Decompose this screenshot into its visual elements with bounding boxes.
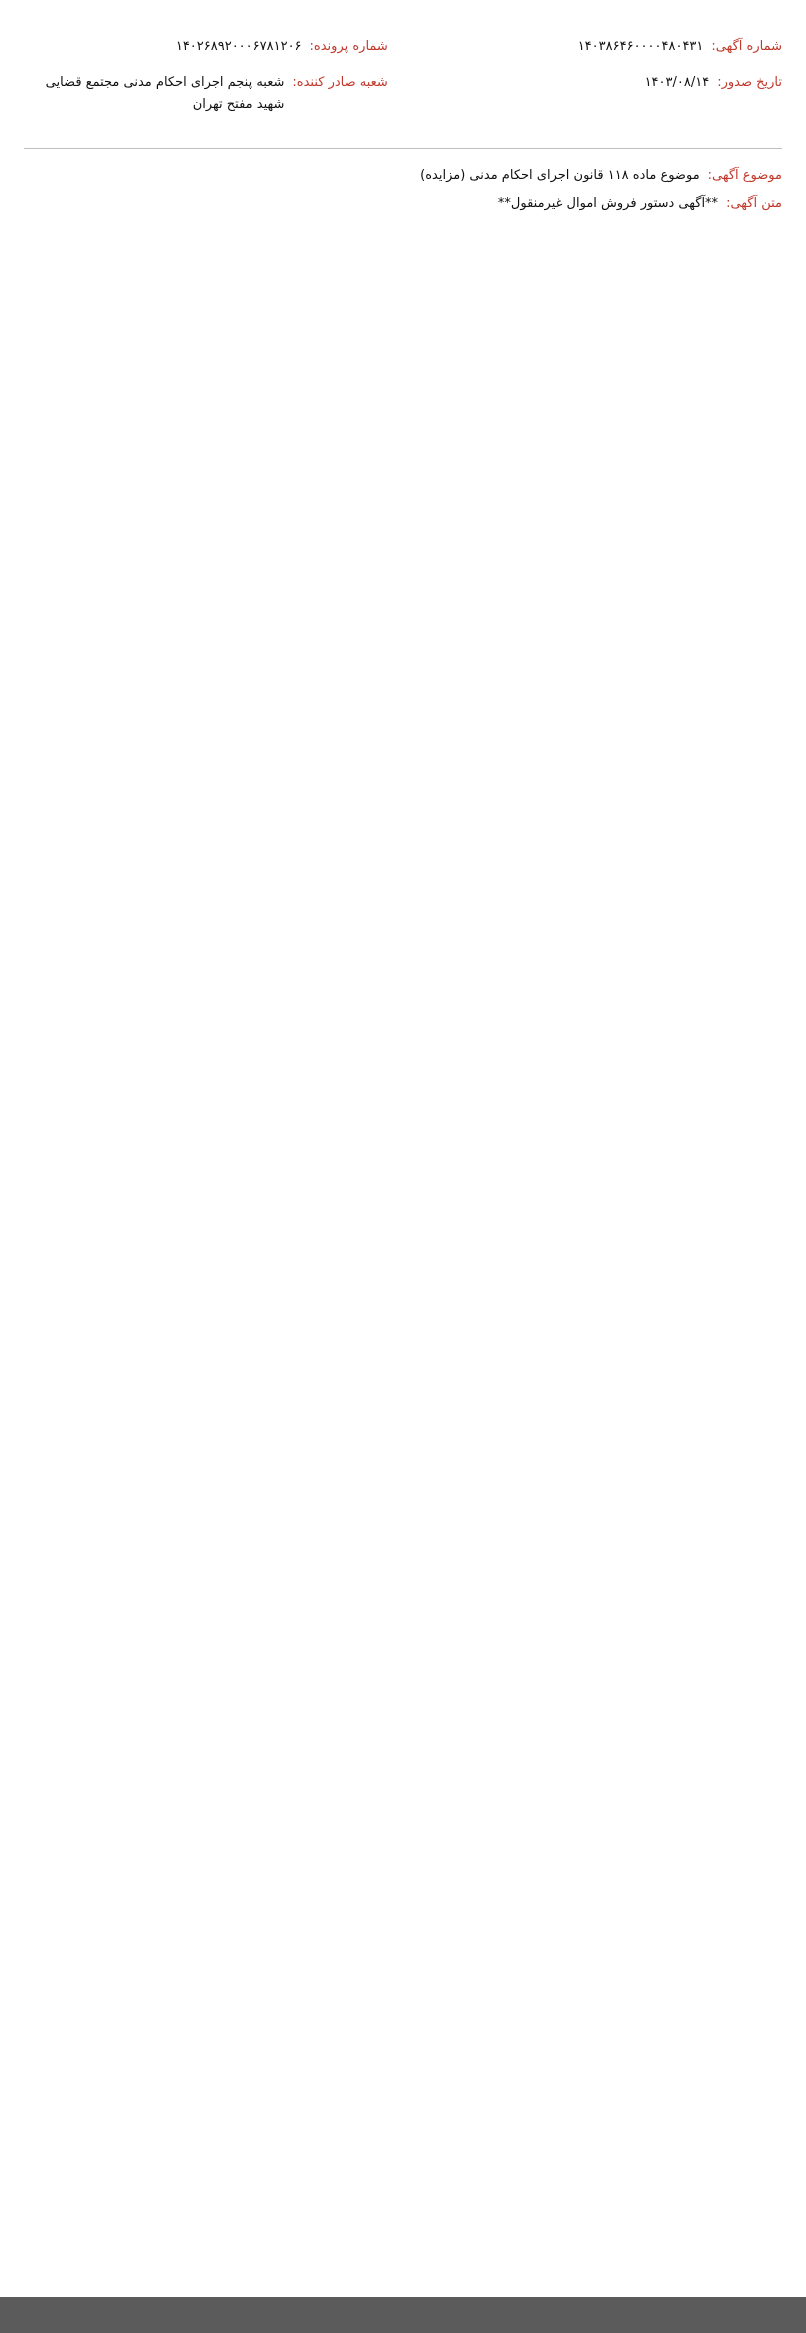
case-number-field [24,36,388,58]
issuing-branch-value: شعبه پنجم اجرای احکام مدنی مجتمع قضایی شهید مفتح تهران [45,75,285,112]
header-left-column [24,36,388,130]
issuing-branch-label: شعبه صادر کننده: [292,75,388,90]
ad-number-field [418,36,782,58]
notice-body [0,221,806,229]
header-divider [24,148,782,149]
text-label: متن آگهی: [726,196,782,211]
issue-date-label: تاریخ صدور: [717,75,782,90]
footer-bar [0,2297,806,2333]
subject-value: موضوع ماده ۱۱۸ قانون اجرای احکام مدنی (مزایده) [420,168,700,183]
subject-field [24,165,782,187]
notice-meta [0,165,806,215]
issue-date-field [418,72,782,94]
issue-date-value: ۱۴۰۳/۰۸/۱۴ [644,75,710,90]
notice-header [0,0,806,130]
text-value: **آگهی دستور فروش اموال غیرمنقول** [497,196,719,211]
ad-number-label: شماره آگهی: [711,39,782,54]
text-field [24,193,782,215]
issuing-branch-field [24,72,388,116]
ad-number-value: ۱۴۰۳۸۶۴۶۰۰۰۰۴۸۰۴۳۱ [577,39,704,54]
case-number-value: ۱۴۰۲۶۸۹۲۰۰۰۶۷۸۱۲۰۶ [175,39,302,54]
subject-label: موضوع آگهی: [707,168,782,183]
case-number-label: شماره پرونده: [309,39,388,54]
header-right-column [418,36,782,130]
